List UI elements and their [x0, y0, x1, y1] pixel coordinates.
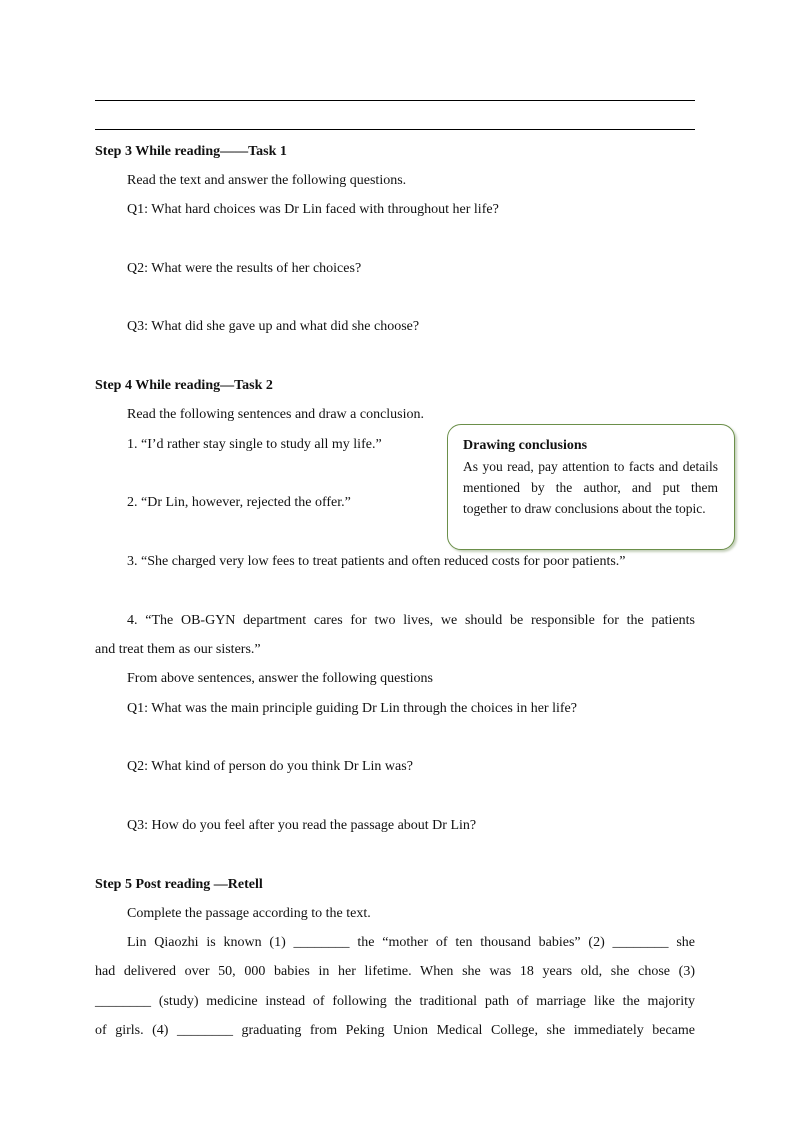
step5-instruction: Complete the passage according to the text. — [127, 906, 371, 921]
step3-question-3: Q3: What did she gave up and what did she choose? — [127, 319, 420, 334]
step4-followup: From above sentences, answer the following questions — [127, 671, 433, 686]
drawing-conclusions-callout — [447, 424, 735, 550]
step4-sentence-1: 1. “I’d rather stay single to study all my life.” — [127, 437, 382, 452]
step4-heading: Step 4 While reading—Task 2 — [95, 378, 273, 393]
step3-instruction: Read the text and answer the following questions. — [127, 173, 407, 188]
step4-instruction: Read the following sentences and draw a conclusion. — [127, 407, 425, 422]
step4-sentence-4-cont: and treat them as our sisters.” — [95, 642, 261, 657]
step5-passage-line-4: of girls. (4) ________ graduating from Peking Union Medical College, she immediately became — [95, 1023, 695, 1038]
step5-passage-line-1: Lin Qiaozhi is known (1) ________ the “mother of ten thousand babies” (2) ________ she — [127, 935, 695, 950]
step4-sentence-4: 4. “The OB-GYN department cares for two lives, we should be responsible for the patients — [127, 613, 695, 628]
top-rule-1 — [95, 100, 695, 101]
step4-sentence-3: 3. “She charged very low fees to treat patients and often reduced costs for poor patients.” — [127, 554, 626, 569]
callout-title: Drawing conclusions — [463, 438, 588, 453]
step5-heading: Step 5 Post reading —Retell — [95, 877, 263, 892]
step4-question-3: Q3: How do you feel after you read the passage about Dr Lin? — [127, 818, 477, 833]
top-rule-2 — [95, 129, 695, 130]
step3-question-1: Q1: What hard choices was Dr Lin faced with throughout her life? — [127, 202, 499, 217]
step5-passage-line-3: ________ (study) medicine instead of following the traditional path of marriage like the majority — [95, 994, 695, 1009]
step3-question-2: Q2: What were the results of her choices? — [127, 261, 362, 276]
step4-sentence-2: 2. “Dr Lin, however, rejected the offer.” — [127, 495, 351, 510]
step5-passage-line-2: had delivered over 50, 000 babies in her lifetime. When she was 18 years old, she chose (3) — [95, 964, 695, 979]
step3-heading: Step 3 While reading——Task 1 — [95, 144, 287, 159]
step4-question-2: Q2: What kind of person do you think Dr Lin was? — [127, 759, 413, 774]
step4-question-1: Q1: What was the main principle guiding Dr Lin through the choices in her life? — [127, 701, 577, 716]
callout-body: As you read, pay attention to facts and details mentioned by the author, and put them together to draw conclusions about the topic. — [463, 459, 718, 516]
